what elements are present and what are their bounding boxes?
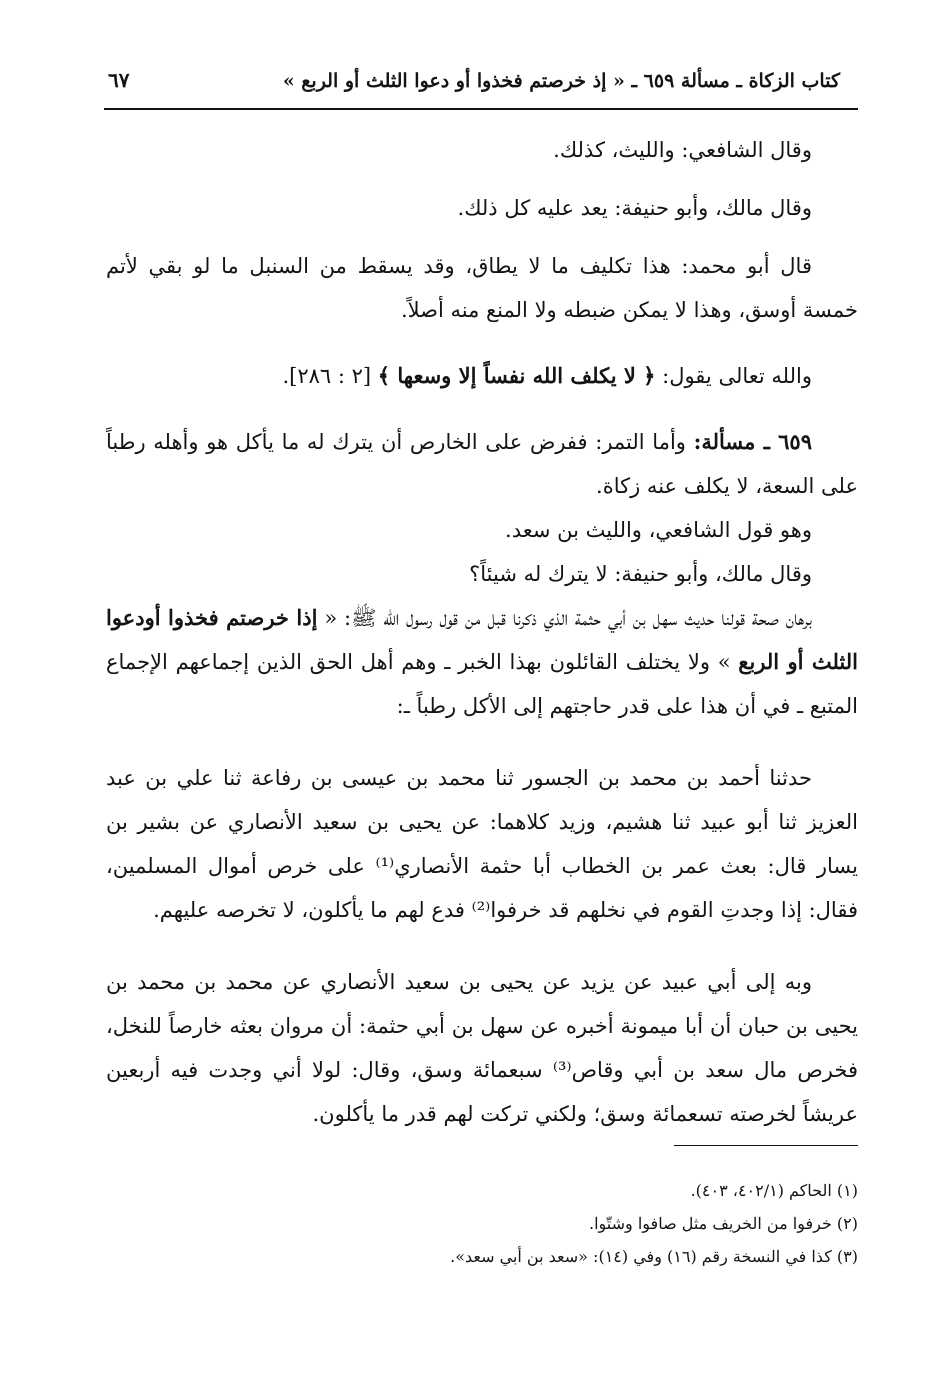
paragraph-masala-659 bbox=[106, 420, 858, 508]
paragraph-proof bbox=[106, 596, 858, 728]
paragraph-hadith-sahl: وبه إلى أبي عبيد عن يزيد عن يحيى بن سعيد الأنصاري عن محمد بن محمد بن يحيى بن حبان أن أبا ميمونة أخبره عن سهل بن أبي حثمة: أن مروان بعثه خارصاً للنخل، فخرص مال سعد بن أبي وقاص⁽³⁾ سبعمائة وسق، وقال: لولا أني وجدت فيه أربعين عريشاً لخرصته تسعمائة وسق؛ ولكني تركت لهم قدر ما يأكلون. bbox=[106, 970, 858, 1126]
verse-reference: [٢ : ٢٨٦]. bbox=[282, 364, 378, 388]
footnotes bbox=[106, 1174, 858, 1273]
running-header bbox=[108, 58, 840, 92]
footnote-rule bbox=[674, 1145, 858, 1146]
paragraph-quran-verse bbox=[106, 354, 858, 398]
proof-rest: » ولا يختلف القائلون بهذا الخبر ـ وهم أهل الحق الذين إجماعهم الإجماع المتبع ـ في أن هذا على قدر حاجتهم إلى الأكل رطباً ـ: bbox=[106, 650, 858, 718]
main-text bbox=[106, 128, 858, 1136]
header-title: كتاب الزكاة ـ مسألة ٦٥٩ ـ « إذ خرصتم فخذوا أو دعوا الثلث أو الربع » bbox=[282, 70, 840, 92]
quran-quote: ﴿ لا يكلف الله نفساً إلا وسعها ﴾ bbox=[377, 363, 656, 388]
header-rule bbox=[104, 108, 858, 110]
paragraph-abu-muhammad: قال أبو محمد: هذا تكليف ما لا يطاق، وقد يسقط من السنبل ما لو بقي لأتم خمسة أوسق، وهذا لا يمكن ضبطه ولا المنع منه أصلاً. bbox=[106, 254, 858, 322]
paragraph-shafii: وقال الشافعي: والليث، كذلك. bbox=[553, 138, 812, 162]
paragraph-malik-abu-hanifa: وقال مالك، وأبو حنيفة: لا يترك له شيئاً؟ bbox=[469, 562, 812, 586]
masala-number: ٦٥٩ ـ مسألة: bbox=[693, 429, 812, 454]
masala-text: وأما التمر: ففرض على الخارص أن يترك له ما يأكل هو وأهله رطباً على السعة، لا يكلف عنه زكاة. bbox=[106, 430, 858, 498]
paragraph-hadith-umar: حدثنا أحمد بن محمد بن الجسور ثنا محمد بن عيسى بن رفاعة ثنا علي بن عبد العزيز ثنا أبو عبيد ثنا هشيم، وزيد كلاهما: عن يحيى بن سعيد الأنصاري عن بشير بن يسار قال: بعث عمر بن الخطاب أبا حثمة الأنصاري⁽¹⁾ على خرص أموال المسلمين، فقال: إذا وجدتِ القوم في نخلهم قد خرفوا⁽²⁾ فدع لهم ما يأكلون، لا تخرصه عليهم. bbox=[106, 766, 858, 922]
paragraph-malik: وقال مالك، وأبو حنيفة: يعد عليه كل ذلك. bbox=[457, 196, 812, 220]
verse-intro: والله تعالى يقول: bbox=[655, 364, 812, 388]
paragraph-shafii-layth: وهو قول الشافعي، والليث بن سعد. bbox=[505, 518, 812, 542]
proof-intro: برهان صحة قولنا حديث سهل بن أبي حثمة الذي ذكرنا قبل من قول رسول الله ﷺ: « bbox=[317, 606, 812, 630]
footnote-2: (٢) خرفوا من الخريف مثل صافوا وشتّوا. bbox=[588, 1214, 858, 1233]
footnote-1: (١) الحاكم (٤٠٢/١، ٤٠٣). bbox=[690, 1181, 858, 1200]
page-number: ٦٧ bbox=[108, 68, 130, 92]
footnote-3: (٣) كذا في النسخة رقم (١٦) وفي (١٤): «سعد بن أبي سعد». bbox=[450, 1247, 858, 1266]
hadith-quote: إذا خرصتم فخذوا أودعوا الثلث أو الربع bbox=[106, 605, 858, 674]
